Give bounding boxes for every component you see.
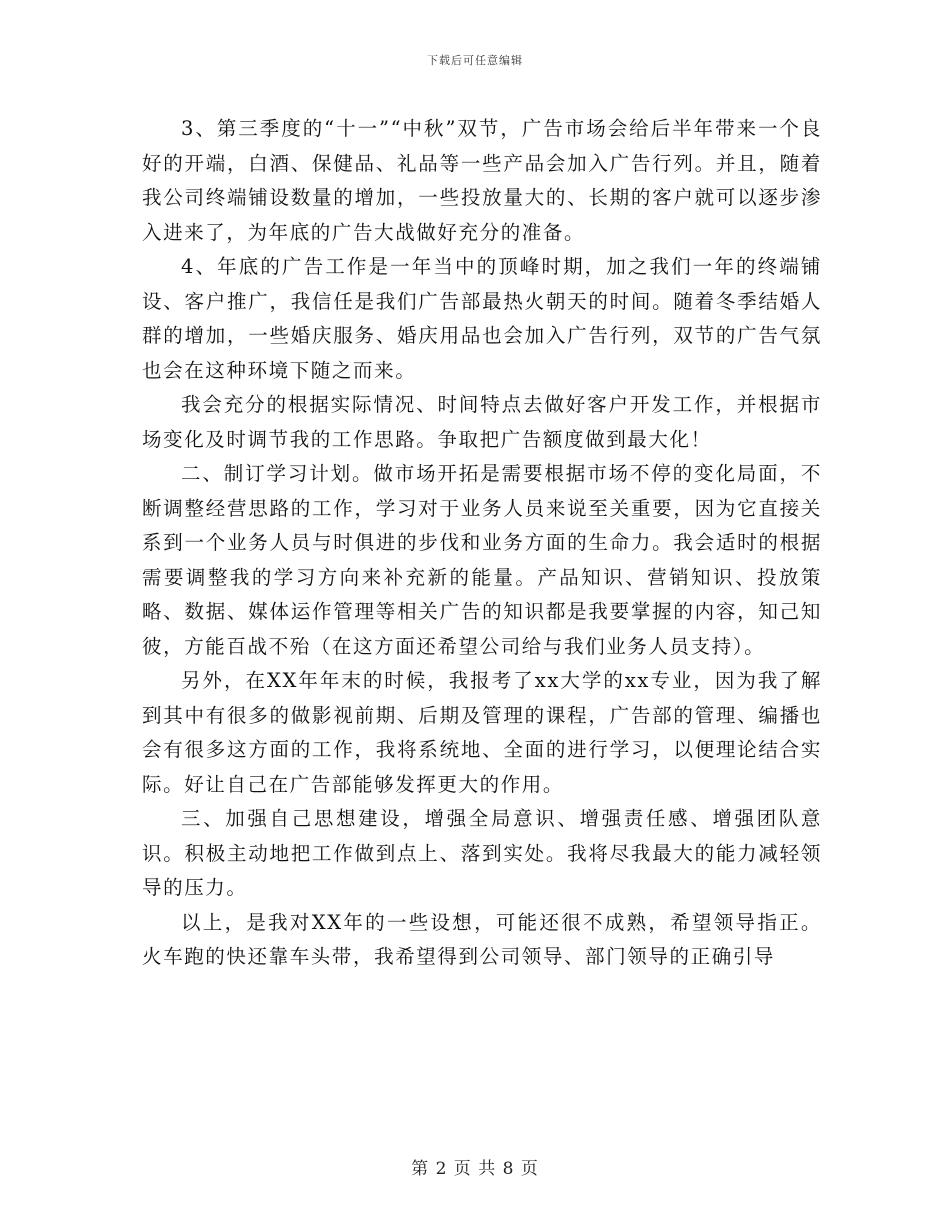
- page-number: 第 2 页 共 8 页: [411, 1159, 539, 1179]
- paragraph-year-end: 4、年底的广告工作是一年当中的顶峰时期，加之我们一年的终端铺设、客户推广，我信任是我们广告部最热火朝天的时间。随着冬季结婚人群的增加，一些婚庆服务、婚庆用品也会加入广告行列，双节的广告气氛也会在这种环境下随之而来。: [142, 255, 822, 382]
- paragraph-university-study: 另外，在XX年年末的时候，我报考了xx大学的xx专业，因为我了解到其中有很多的做影视前期、后期及管理的课程，广告部的管理、编播也会有很多这方面的工作，我将系统地、全面的进行学习，以便理论结合实际。好让自己在广告部能够发挥更大的作用。: [142, 669, 822, 796]
- paragraph-study-plan: 二、制订学习计划。做市场开拓是需要根据市场不停的变化局面，不断调整经营思路的工作，学习对于业务人员来说至关重要，因为它直接关系到一个业务人员与时俱进的步伐和业务方面的生命力。我会适时的根据需要调整我的学习方向来补充新的能量。产品知识、营销知识、投放策略、数据、媒体运作管理等相关广告的知识都是我要掌握的内容，知己知彼，方能百战不殆（在这方面还希望公司给与我们业务人员支持）。: [142, 462, 822, 658]
- paragraph-third-quarter: 3、第三季度的“十一”“中秋”双节，广告市场会给后半年带来一个良好的开端，白酒、保健品、礼品等一些产品会加入广告行列。并且，随着我公司终端铺设数量的增加，一些投放量大的、长期的客户就可以逐步渗入进来了，为年底的广告大战做好充分的准备。: [142, 117, 822, 244]
- page-header: 下载后可任意编辑: [427, 54, 523, 67]
- paragraph-client-development: 我会充分的根据实际情况、时间特点去做好客户开发工作，并根据市场变化及时调节我的工作思路。争取把广告额度做到最大化！: [142, 393, 822, 451]
- paragraph-ideology: 三、加强自己思想建设，增强全局意识、增强责任感、增强团队意识。积极主动地把工作做到点上、落到实处。我将尽我最大的能力减轻领导的压力。: [142, 807, 822, 899]
- document-body: [142, 112, 822, 975]
- paragraph-conclusion: 以上，是我对XX年的一些设想，可能还很不成熟，希望领导指正。火车跑的快还靠车头带，我希望得到公司领导、部门领导的正确引导: [142, 910, 822, 968]
